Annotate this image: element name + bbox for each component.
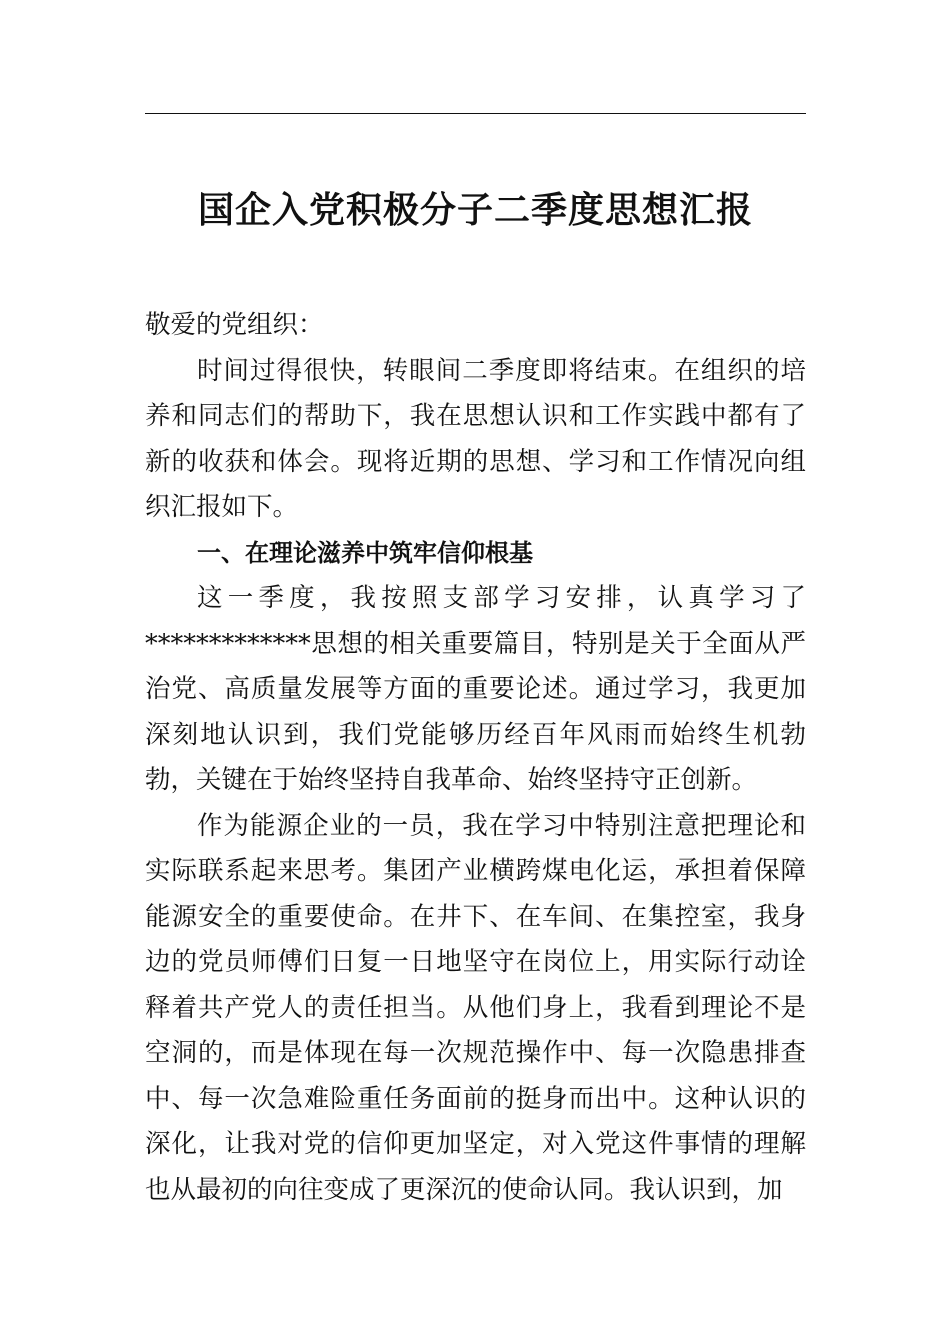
document-body xyxy=(145,303,806,1213)
paragraph-1: 时间过得很快，转眼间二季度即将结束。在组织的培养和同志们的帮助下，我在思想认识和工作实践中都有了新的收获和体会。现将近期的思想、学习和工作情况向组织汇报如下。 xyxy=(145,355,806,522)
paragraph-2-continued: *************思想的相关重要篇目，特别是关于全面从严治党、高质量发展等方面的重要论述。通过学习，我更加深刻地认识到，我们党能够历经百年风雨而始终生机勃勃，关键在于始终坚持自我革命、始终坚持守正创新。 xyxy=(145,628,806,795)
paragraph-2-first-line: 这一季度，我按照支部学习安排，认真学习了 xyxy=(197,583,806,613)
document-title: 国企入党积极分子二季度思想汇报 xyxy=(197,190,753,231)
header-rule xyxy=(145,113,806,114)
salutation: 敬爱的党组织： xyxy=(145,310,324,340)
paragraph-3: 作为能源企业的一员，我在学习中特别注意把理论和实际联系起来思考。集团产业横跨煤电化运，承担着保障能源安全的重要使命。在井下、在车间、在集控室，我身边的党员师傅们日复一日地坚守在岗位上，用实际行动诠释着共产党人的责任担当。从他们身上，我看到理论不是空洞的，而是体现在每一次规范操作中、每一次隐患排查中、每一次急难险重任务面前的挺身而出中。这种认识的深化，让我对党的信仰更加坚定，对入党这件事情的理解也从最初的向往变成了更深沉的使命认同。我认识到，加 xyxy=(145,810,806,1205)
section-heading-1: 一、在理论滋养中筑牢信仰根基 xyxy=(197,538,533,567)
